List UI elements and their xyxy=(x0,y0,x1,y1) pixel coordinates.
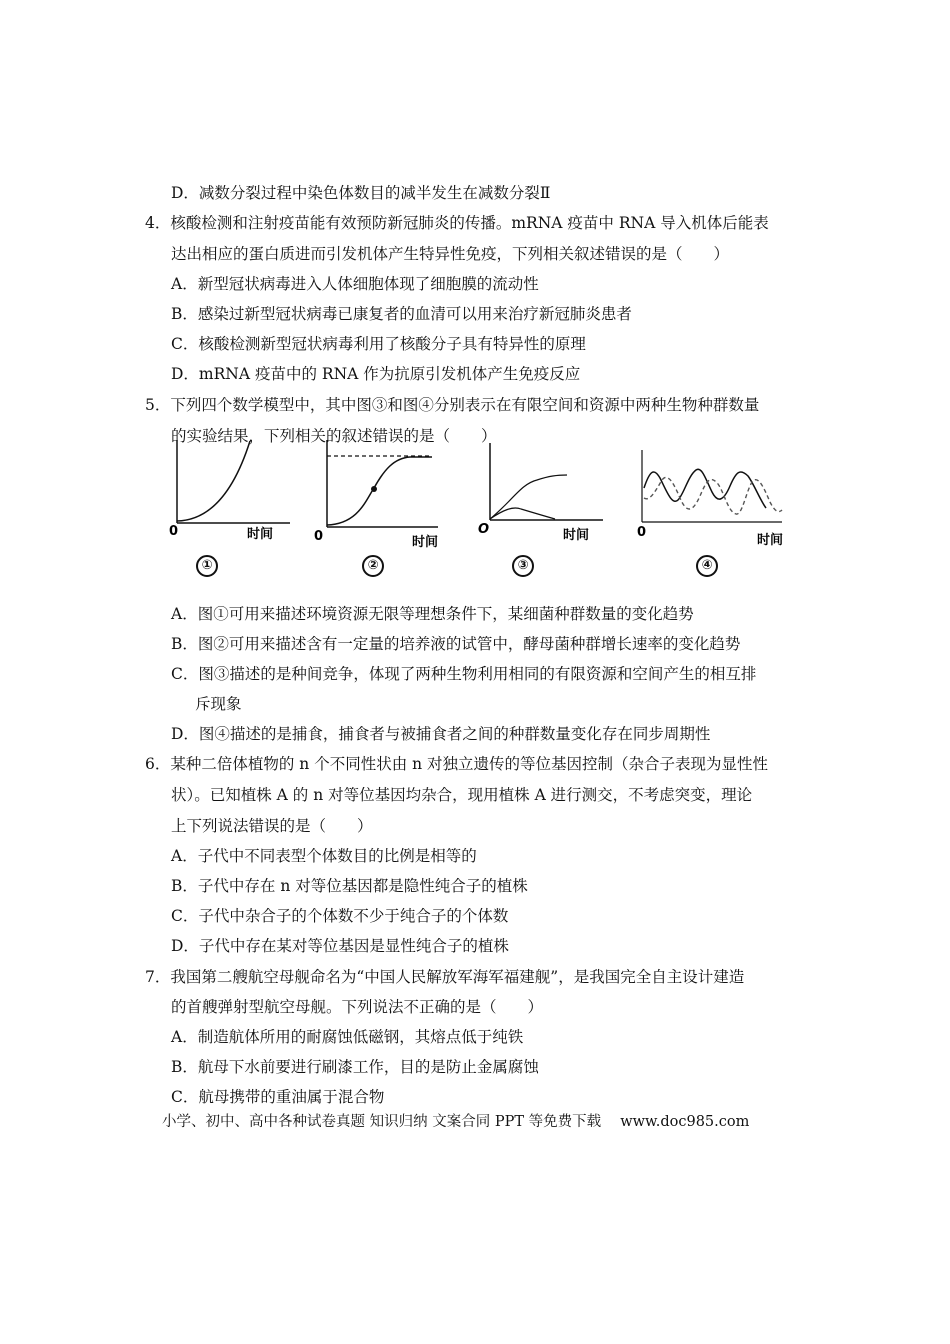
q7-stem-line2: 的首艘弹射型航空母舰。下列说法不正确的是（ ） xyxy=(171,998,544,1016)
q6-option-b: B．子代中存在 n 对等位基因都是隐性纯合子的植株 xyxy=(171,877,528,895)
graph-2 xyxy=(310,440,450,564)
q6-option-c: C．子代中杂合子的个体数不少于纯合子的个体数 xyxy=(171,907,509,925)
q4-option-c: C．核酸检测新型冠状病毒利用了核酸分子具有特异性的原理 xyxy=(171,335,586,353)
x-axis-label: 时间 xyxy=(757,533,784,548)
predator-curve xyxy=(644,477,782,514)
prey-curve xyxy=(644,469,766,508)
q7-option-c: C．航母携带的重油属于混合物 xyxy=(171,1088,385,1106)
q5-option-c-line1: C．图③描述的是种间竞争，体现了两种生物利用相同的有限资源和空间产生的相互排 xyxy=(171,665,757,683)
q6-stem-line1: 6．某种二倍体植物的 n 个不同性状由 n 对独立遗传的等位基因控制（杂合子表现为显性性 xyxy=(145,755,769,773)
graph-3-number: ③ xyxy=(512,555,534,577)
graph-1 xyxy=(160,440,300,564)
graph-4 xyxy=(632,440,792,564)
q5-option-c-line2: 斥现象 xyxy=(195,695,242,713)
q6-stem-line3: 上下列说法错误的是（ ） xyxy=(171,817,373,835)
origin-label: 0 xyxy=(637,525,647,540)
q4-option-d: D．mRNA 疫苗中的 RNA 作为抗原引发机体产生免疫反应 xyxy=(171,365,581,383)
graph-3 xyxy=(475,440,615,564)
graph-2-number: ② xyxy=(362,555,384,577)
q7-option-b: B．航母下水前要进行刷漆工作，目的是防止金属腐蚀 xyxy=(171,1058,539,1076)
q5-stem-line1: 5．下列四个数学模型中，其中图③和图④分别表示在有限空间和资源中两种生物种群数量 xyxy=(145,396,760,414)
q4-option-a: A．新型冠状病毒进入人体细胞体现了细胞膜的流动性 xyxy=(171,275,539,293)
graph-1-number: ① xyxy=(196,555,218,577)
q6-option-a: A．子代中不同表型个体数目的比例是相等的 xyxy=(171,847,477,865)
j-curve xyxy=(177,441,250,521)
q6-stem-line2: 状）。已知植株 A 的 n 对等位基因均杂合，现用植株 A 进行测交，不考虑突变，理论 xyxy=(171,786,753,804)
s-curve xyxy=(327,457,432,525)
inflection-point xyxy=(371,486,377,492)
q5-stem-line2: 的实验结果，下列相关的叙述错误的是（ ） xyxy=(171,427,497,445)
origin-label: 0 xyxy=(314,529,324,544)
q5-option-a: A．图①可用来描述环境资源无限等理想条件下，某细菌种群数量的变化趋势 xyxy=(171,605,694,623)
origin-label: 0 xyxy=(169,524,179,539)
q4-stem-line2: 达出相应的蛋白质进而引发机体产生特异性免疫，下列相关叙述错误的是（ ） xyxy=(171,245,730,263)
page-footer: 小学、初中、高中各种试卷真题 知识归纳 文案合同 PPT 等免费下载 www.doc985.com xyxy=(162,1114,750,1130)
origin-label: O xyxy=(478,522,490,537)
q7-option-a: A．制造航体所用的耐腐蚀低磁钢，其熔点低于纯铁 xyxy=(171,1028,524,1046)
q5-option-b: B．图②可用来描述含有一定量的培养液的试管中，酵母菌种群增长速率的变化趋势 xyxy=(171,635,741,653)
x-axis-label: 时间 xyxy=(563,528,590,543)
q6-option-d: D．子代中存在某对等位基因是显性纯合子的植株 xyxy=(171,937,509,955)
graph-4-number: ④ xyxy=(696,555,718,577)
q4-stem-line1: 4．核酸检测和注射疫苗能有效预防新冠肺炎的传播。mRNA 疫苗中 RNA 导入机体后能表 xyxy=(145,214,769,232)
q7-stem-line1: 7．我国第二艘航空母舰命名为“中国人民解放军海军福建舰”，是我国完全自主设计建造 xyxy=(145,968,745,986)
q3-option-d: D．减数分裂过程中染色体数目的减半发生在减数分裂Ⅱ xyxy=(171,184,551,202)
q4-option-b: B．感染过新型冠状病毒已康复者的血清可以用来治疗新冠肺炎患者 xyxy=(171,305,632,323)
x-axis-label: 时间 xyxy=(247,527,274,542)
x-axis-label: 时间 xyxy=(412,535,439,550)
q5-option-d: D．图④描述的是捕食，捕食者与被捕食者之间的种群数量变化存在同步周期性 xyxy=(171,725,711,743)
